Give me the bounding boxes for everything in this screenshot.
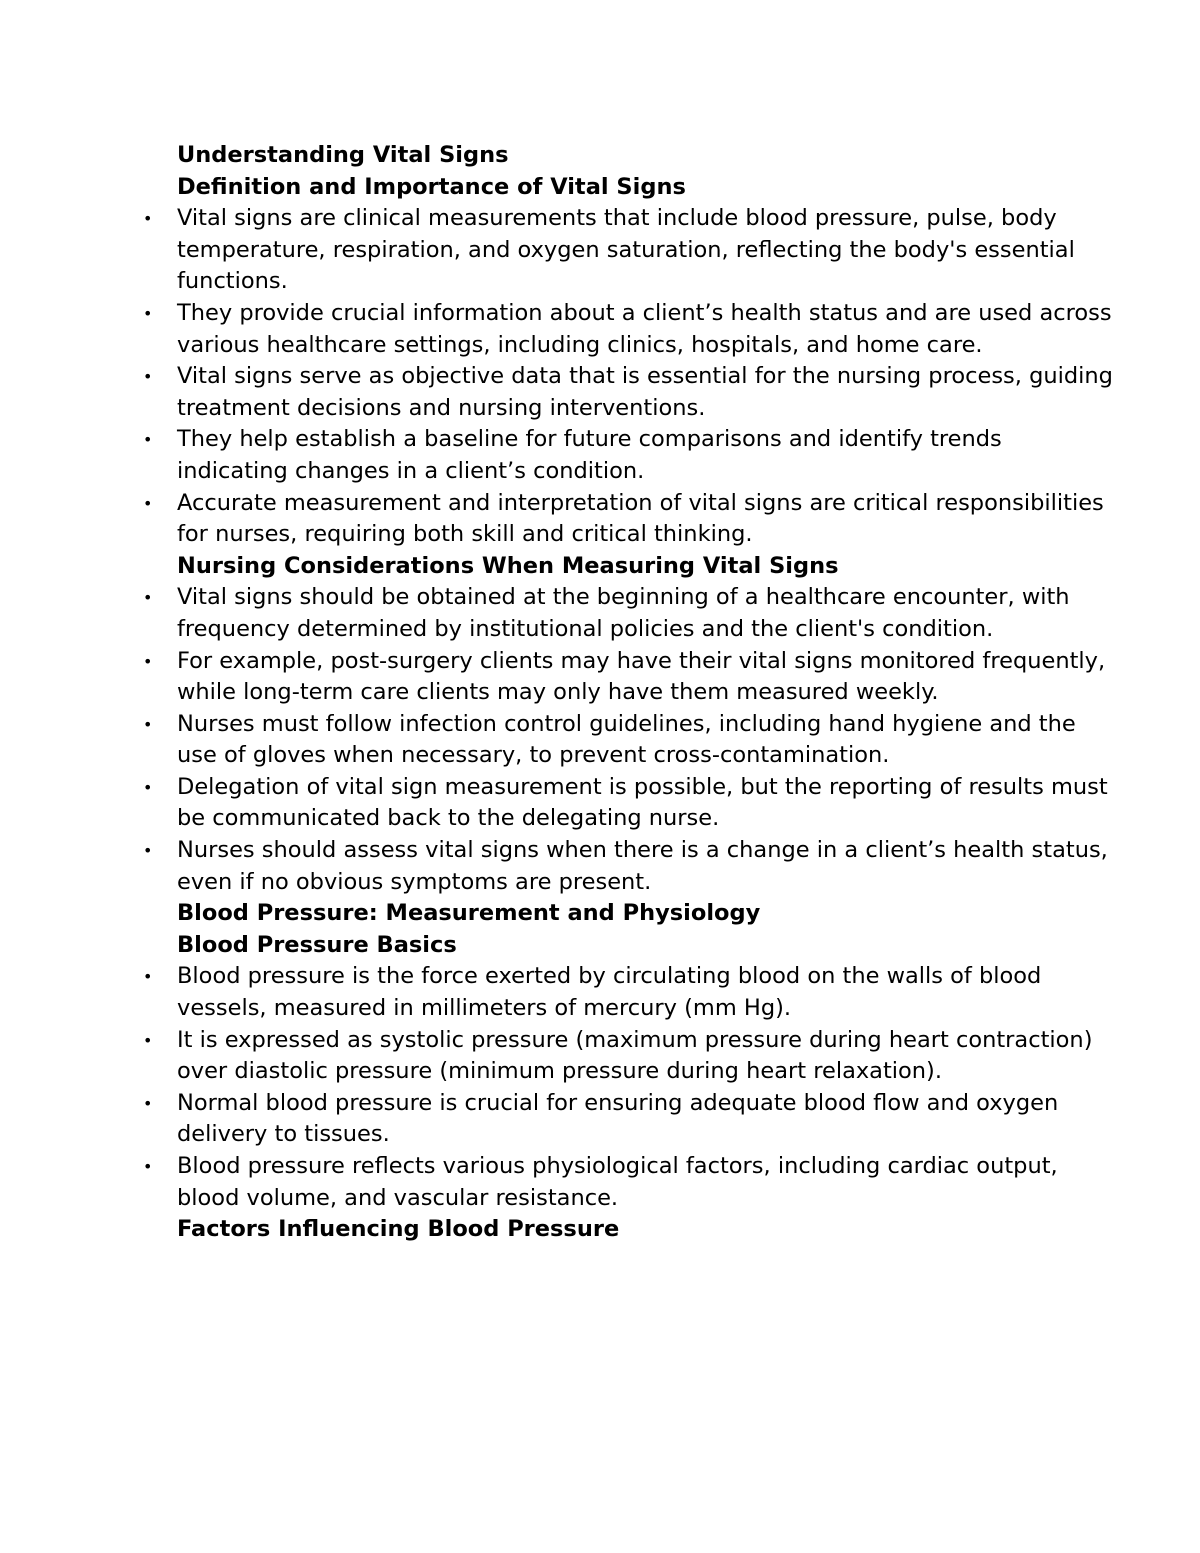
list-item	[143, 424, 1117, 487]
section-heading: Blood Pressure: Measurement and Physiology	[177, 900, 761, 927]
list-item	[143, 203, 1117, 298]
list-item-text: Nurses must follow infection control guidelines, including hand hygiene and the use of gloves when necessary, to prevent cross-contamination.	[177, 710, 1076, 769]
bullet-icon: •	[143, 841, 153, 861]
list-item-text: For example, post-surgery clients may have their vital signs monitored frequently, while long-term care clients may only have them measured weekly.	[177, 647, 1106, 706]
bullet-icon: •	[143, 1093, 153, 1113]
list-item	[143, 361, 1117, 424]
list-item	[143, 772, 1117, 835]
list-item	[143, 709, 1117, 772]
bullet-icon: •	[143, 1030, 153, 1050]
list-item	[143, 1025, 1117, 1088]
list-item	[143, 1151, 1117, 1214]
list-item-text: Delegation of vital sign measurement is possible, but the reporting of results must be communicated back to the delegating nurse.	[177, 773, 1108, 832]
list-item	[143, 1088, 1117, 1151]
list-item-text: Vital signs serve as objective data that is essential for the nursing process, guiding treatment decisions and nursing interventions.	[177, 363, 1113, 421]
section-subheading: Blood Pressure Basics	[177, 931, 457, 958]
bullet-icon: •	[143, 1157, 153, 1176]
list-item	[143, 582, 1117, 645]
document-page	[143, 140, 1117, 1246]
document-title: Understanding Vital Signs	[177, 142, 509, 168]
list-item	[143, 835, 1117, 898]
bullet-icon: •	[143, 651, 153, 671]
list-item-text: Accurate measurement and interpretation of vital signs are critical responsibilities for nurses, requiring both skill and critical thinking.	[177, 489, 1104, 548]
section-heading: Definition and Importance of Vital Signs	[177, 173, 686, 200]
list-item	[143, 488, 1117, 551]
section-heading: Nursing Considerations When Measuring Vital Signs	[177, 552, 839, 579]
bullet-icon: •	[143, 493, 153, 513]
bullet-icon: •	[143, 367, 153, 387]
bullet-icon: •	[143, 588, 153, 608]
list-item-text: They help establish a baseline for future comparisons and identify trends indicating changes in a client’s condition.	[177, 426, 1002, 484]
bullet-list	[143, 582, 1117, 898]
list-item	[143, 646, 1117, 709]
list-item-text: It is expressed as systolic pressure (maximum pressure during heart contraction) over diastolic pressure (minimum pressure during heart relaxation).	[177, 1026, 1093, 1085]
bullet-icon: •	[143, 303, 153, 323]
bullet-icon: •	[143, 209, 153, 229]
list-item-text: Blood pressure reflects various physiological factors, including cardiac output, blood volume, and vascular resistance.	[177, 1153, 1058, 1211]
list-item-text: They provide crucial information about a client’s health status and are used across various healthcare settings, including clinics, hospitals, and home care.	[177, 299, 1112, 358]
bullet-icon: •	[143, 430, 153, 450]
list-item	[143, 298, 1117, 361]
list-item-text: Blood pressure is the force exerted by circulating blood on the walls of blood vessels, measured in millimeters of mercury (mm Hg).	[177, 963, 1042, 1022]
section-heading: Factors Influencing Blood Pressure	[177, 1216, 620, 1243]
bullet-icon: •	[143, 967, 153, 987]
bullet-icon: •	[143, 714, 153, 734]
bullet-list	[143, 203, 1117, 551]
list-item	[143, 961, 1117, 1024]
list-item-text: Normal blood pressure is crucial for ensuring adequate blood flow and oxygen delivery to tissues.	[177, 1089, 1059, 1148]
bullet-icon: •	[143, 777, 153, 797]
bullet-list	[143, 961, 1117, 1214]
list-item-text: Vital signs are clinical measurements that include blood pressure, pulse, body temperature, respiration, and oxygen saturation, reflecting the body's essential functions.	[177, 205, 1075, 295]
list-item-text: Nurses should assess vital signs when there is a change in a client’s health status, even if no obvious symptoms are present.	[177, 837, 1108, 895]
list-item-text: Vital signs should be obtained at the beginning of a healthcare encounter, with frequency determined by institutional policies and the client's condition.	[177, 584, 1070, 642]
